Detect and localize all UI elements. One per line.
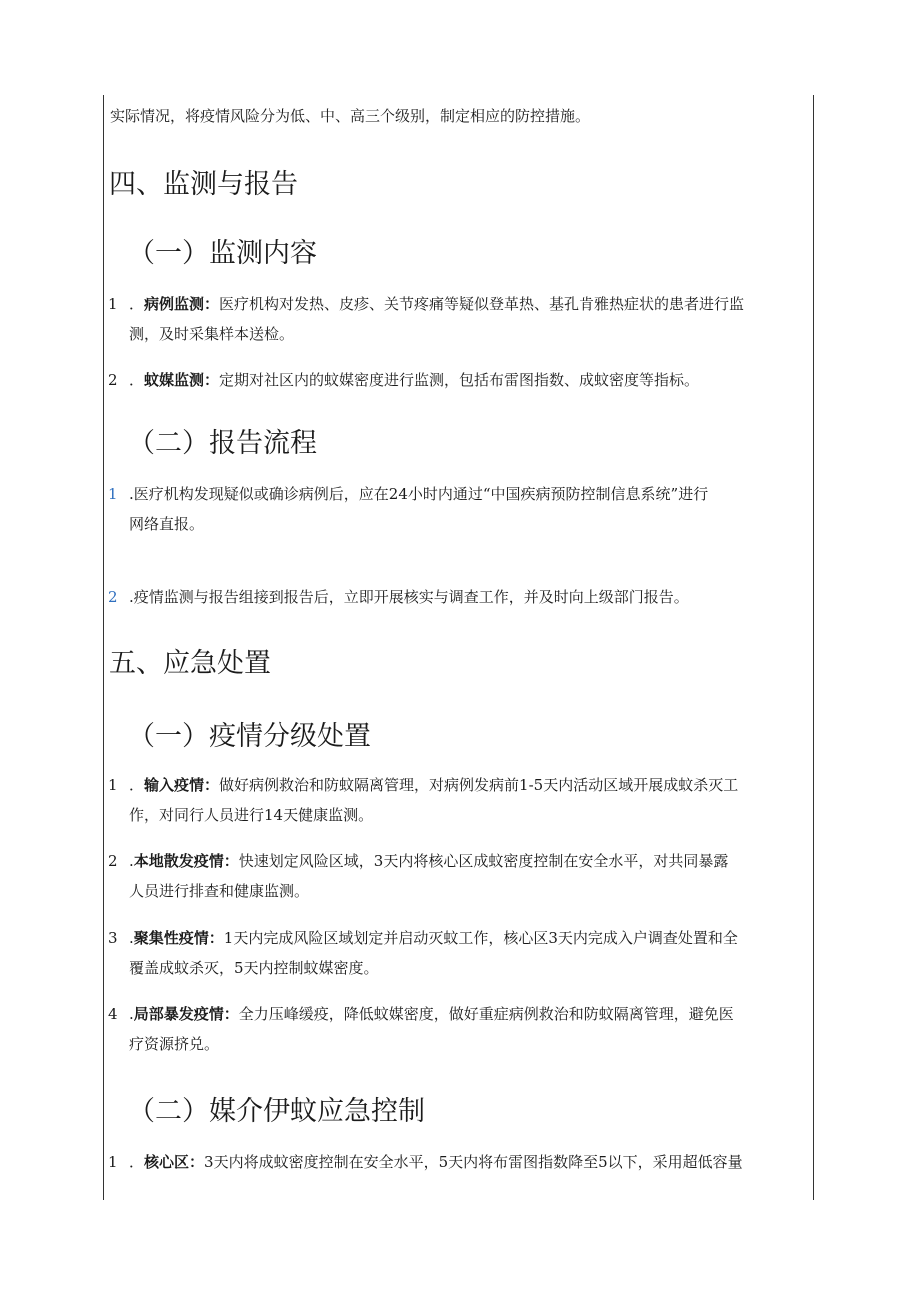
item-separator: ． <box>129 776 145 794</box>
item-lead: 本地散发疫情： <box>133 852 239 870</box>
item-lead: 聚集性疫情： <box>133 929 224 947</box>
item-separator: . <box>129 852 134 870</box>
item-text-continued: 测，及时采集样本送检。 <box>129 325 295 343</box>
intro-paragraph: 实际情况，将疫情风险分为低、中、高三个级别，制定相应的防控措施。 <box>110 107 591 125</box>
item-text: 医疗机构发现疑似或确诊病例后，应在24小时内通过“中国疾病预防控制信息系统”进行 <box>133 485 709 503</box>
item-separator: . <box>129 929 134 947</box>
item-text: 医疗机构对发热、皮疹、关节疼痛等疑似登革热、基孔肯雅热症状的患者进行监 <box>219 295 745 313</box>
item-text: 全力压峰缓疫，降低蚊媒密度，做好重症病例救治和防蚊隔离管理，避免医 <box>238 1005 734 1023</box>
item-text: 定期对社区内的蚊媒密度进行监测，包括布雷图指数、成蚊密度等指标。 <box>219 371 700 389</box>
item-number: 2 <box>108 852 118 870</box>
item-text: 做好病例救治和防蚊隔离管理，对病例发病前1-5天内活动区域开展成蚊杀灭工 <box>219 776 739 794</box>
item-text-continued: 疗资源挤兑。 <box>129 1035 220 1053</box>
subheading-graded-response: （一）疫情分级处置 <box>128 721 371 752</box>
item-separator: ． <box>129 295 145 313</box>
item-separator: ． <box>129 1153 145 1171</box>
item-lead: 病例监测： <box>144 295 220 313</box>
item-number: 1 <box>108 485 118 503</box>
item-text-continued: 网络直报。 <box>129 515 205 533</box>
item-number: 2 <box>108 588 118 606</box>
item-text: 3天内将成蚊密度控制在安全水平，5天内将布雷图指数降至5以下，采用超低容量 <box>204 1153 743 1171</box>
item-separator: . <box>129 485 134 503</box>
item-separator: ． <box>129 371 145 389</box>
subheading-aedes-emergency-control: （二）媒介伊蚊应急控制 <box>128 1096 425 1127</box>
item-text-continued: 覆盖成蚊杀灭，5天内控制蚊媒密度。 <box>129 959 379 977</box>
item-text: 快速划定风险区域，3天内将核心区成蚊密度控制在安全水平，对共同暴露 <box>238 852 729 870</box>
item-lead: 局部暴发疫情： <box>133 1005 239 1023</box>
item-lead: 输入疫情： <box>144 776 220 794</box>
item-number: 1 <box>108 295 118 313</box>
item-separator: . <box>129 588 134 606</box>
item-number: 2 <box>108 371 118 389</box>
item-number: 4 <box>108 1005 118 1023</box>
section-heading-monitoring: 四、监测与报告 <box>109 169 298 200</box>
subheading-monitoring-content: （一）监测内容 <box>128 238 317 269</box>
item-lead: 蚊媒监测： <box>144 371 220 389</box>
item-text: 疫情监测与报告组接到报告后，立即开展核实与调查工作，并及时向上级部门报告。 <box>133 588 689 606</box>
item-text-continued: 作，对同行人员进行14天健康监测。 <box>129 806 374 824</box>
item-number: 1 <box>108 776 118 794</box>
item-separator: . <box>129 1005 134 1023</box>
item-number: 1 <box>108 1153 118 1171</box>
item-text: 1天内完成风险区域划定并启动灭蚊工作，核心区3天内完成入户调查处置和全 <box>223 929 738 947</box>
item-lead: 核心区： <box>144 1153 205 1171</box>
item-text-continued: 人员进行排查和健康监测。 <box>129 882 310 900</box>
subheading-reporting-process: （二）报告流程 <box>128 428 317 459</box>
item-number: 3 <box>108 929 118 947</box>
section-heading-emergency-response: 五、应急处置 <box>109 648 271 679</box>
